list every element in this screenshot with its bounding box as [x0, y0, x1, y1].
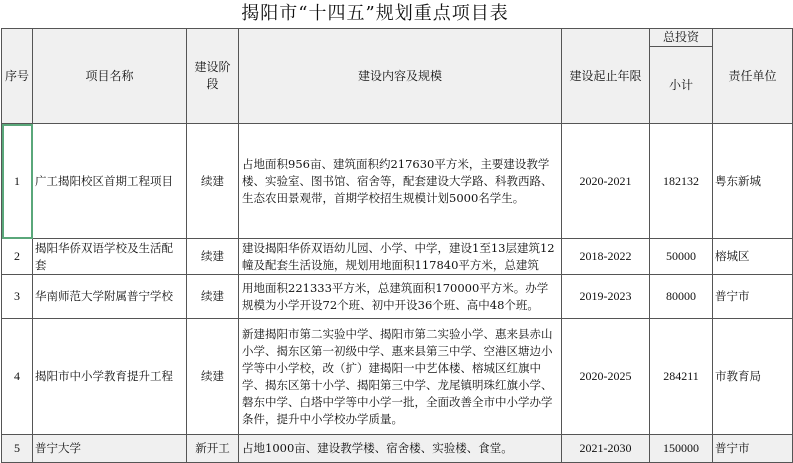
- cell-unit[interactable]: 粤东新城: [713, 124, 793, 239]
- cell-seq[interactable]: 1: [2, 124, 33, 239]
- cell-subtotal[interactable]: 284211: [650, 319, 713, 435]
- table-row: [2, 124, 793, 239]
- cell-content[interactable]: [239, 239, 562, 275]
- header-name: 项目名称: [33, 29, 187, 124]
- cell-stage[interactable]: 续建: [187, 124, 239, 239]
- header-investment: 总投资: [650, 29, 713, 47]
- cell-seq[interactable]: 3: [2, 275, 33, 319]
- cell-unit[interactable]: 榕城区: [713, 239, 793, 275]
- cell-content[interactable]: 占地1000亩、建设教学楼、宿舍楼、实验楼、食堂。: [239, 435, 562, 463]
- cell-stage[interactable]: 续建: [187, 319, 239, 435]
- cell-name[interactable]: 华南师范大学附属普宁学校: [33, 275, 187, 319]
- cell-stage[interactable]: 新开工: [187, 435, 239, 463]
- cell-stage[interactable]: 续建: [187, 275, 239, 319]
- cell-subtotal[interactable]: 80000: [650, 275, 713, 319]
- cell-period[interactable]: 2021-2030: [562, 435, 650, 463]
- cell-content[interactable]: 新建揭阳市第二实验中学、揭阳市第二实验小学、惠来县赤山小学、揭东区第一初级中学、惠来县第三中学、空港区塘边小学等中小学校，改（扩）建揭阳一中艺体楼、榕城区红旗中学、揭东区第十小学、揭阳第三中学、龙尾镇明珠红旗小学、磐东中学、白塔中学等中小学一批，全面改善全市中小学办学条件，提升中小学校办学质量。: [239, 319, 562, 435]
- cell-subtotal[interactable]: 50000: [650, 239, 713, 275]
- cell-period[interactable]: 2020-2021: [562, 124, 650, 239]
- cell-seq[interactable]: 5: [2, 435, 33, 463]
- cell-unit[interactable]: 普宁市: [713, 275, 793, 319]
- cell-subtotal[interactable]: 182132: [650, 124, 713, 239]
- cell-content[interactable]: 用地面积221333平方米，总建筑面积170000平方米。办学规模为小学开设72个班、初中开设36个班、高中48个班。: [239, 275, 562, 319]
- cell-period[interactable]: 2019-2023: [562, 275, 650, 319]
- header-period: 建设起止年限: [562, 29, 650, 124]
- cell-period[interactable]: 2020-2025: [562, 319, 650, 435]
- cell-name[interactable]: 揭阳市中小学教育提升工程: [33, 319, 187, 435]
- cell-name[interactable]: 揭阳华侨双语学校及生活配套: [33, 239, 187, 275]
- cell-stage[interactable]: 续建: [187, 239, 239, 275]
- header-subtotal: 小计: [650, 47, 713, 124]
- table-row: [2, 275, 793, 319]
- cell-content[interactable]: 占地面积956亩、建筑面积约217630平方米，主要建设教学楼、实验室、图书馆、宿舍等，配套建设大学路、科教西路、生态农田景观带，首期学校招生规模计划5000名学生。: [239, 124, 562, 239]
- header-stage: 建设阶段: [187, 29, 239, 124]
- cell-unit[interactable]: 市教育局: [713, 319, 793, 435]
- table-row: [2, 319, 793, 435]
- header-seq: 序号: [2, 29, 33, 124]
- header-content: 建设内容及规模: [239, 29, 562, 124]
- table-row: [2, 435, 793, 463]
- cell-subtotal[interactable]: 150000: [650, 435, 713, 463]
- cell-period[interactable]: 2018-2022: [562, 239, 650, 275]
- cell-content-text: 建设揭阳华侨双语幼儿园、小学、中学，建设1至13层建筑12幢及配套生活设施，规划用地面积117840平方米，总建筑: [242, 240, 555, 272]
- header-unit: 责任单位: [713, 29, 793, 124]
- cell-seq[interactable]: 4: [2, 319, 33, 435]
- cell-name[interactable]: 普宁大学: [33, 435, 187, 463]
- table-row: [2, 239, 793, 275]
- page-title: 揭阳市“十四五”规划重点项目表: [241, 3, 509, 24]
- cell-unit[interactable]: 普宁市: [713, 435, 793, 463]
- cell-name[interactable]: 广工揭阳校区首期工程项目: [33, 124, 187, 239]
- header-row-top: [2, 29, 793, 47]
- project-table: [1, 28, 793, 463]
- cell-seq[interactable]: 2: [2, 239, 33, 275]
